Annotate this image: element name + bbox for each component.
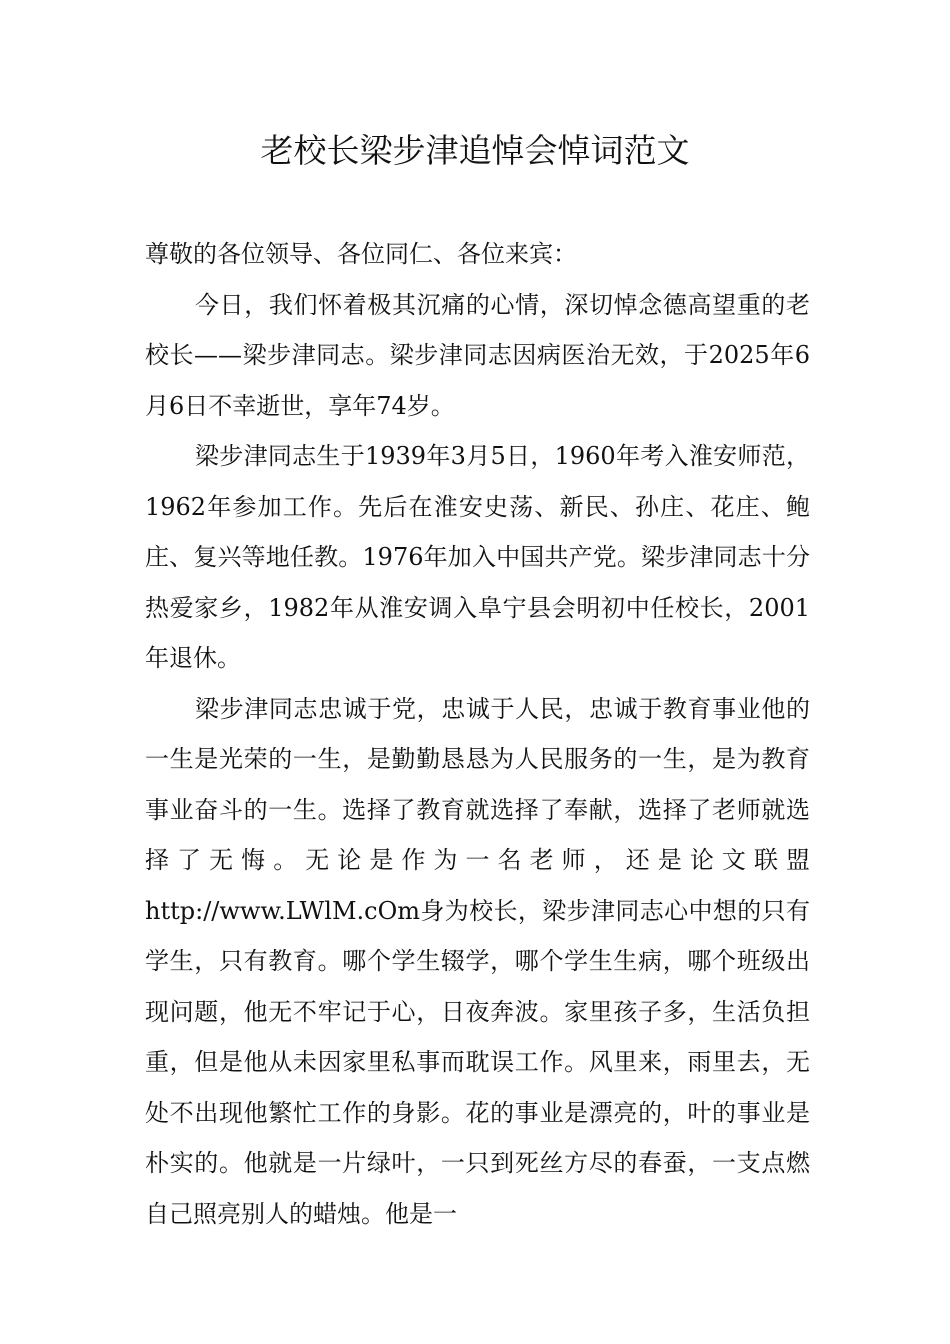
document-body xyxy=(145,229,810,1239)
document-title: 老校长梁步津追悼会悼词范文 xyxy=(260,131,690,170)
paragraph-3: 梁步津同志忠诚于党，忠诚于人民，忠诚于教育事业他的一生是光荣的一生，是勤勤恳恳为人民服务的一生，是为教育事业奋斗的一生。选择了教育就选择了奉献，选择了老师就选择了无悔。无论是作为一名老师，还是论文联盟http://www.LWlM.cOm身为校长，梁步津同志心中想的只有学生，只有教育。哪个学生辍学，哪个学生生病，哪个班级出现问题，他无不牢记于心，日夜奔波。家里孩子多，生活负担重，但是他从未因家里私事而耽误工作。风里来，雨里去，无处不出现他繁忙工作的身影。花的事业是漂亮的，叶的事业是朴实的。他就是一片绿叶，一只到死丝方尽的春蚕，一支点燃自己照亮别人的蜡烛。他是一 xyxy=(145,694,810,1228)
paragraph-1: 今日，我们怀着极其沉痛的心情，深切悼念德高望重的老校长——梁步津同志。梁步津同志因病医治无效，于2025年6月6日不幸逝世，享年74岁。 xyxy=(145,290,810,420)
greeting-line: 尊敬的各位领导、各位同仁、各位来宾： xyxy=(145,240,577,268)
paragraph-2: 梁步津同志生于1939年3月5日，1960年考入淮安师范，1962年参加工作。先后在淮安史荡、新民、孙庄、花庄、鲍庄、复兴等地任教。1976年加入中国共产党。梁步津同志十分热爱家乡，1982年从淮安调入阜宁县会明初中任校长，2001年退休。 xyxy=(145,442,810,672)
